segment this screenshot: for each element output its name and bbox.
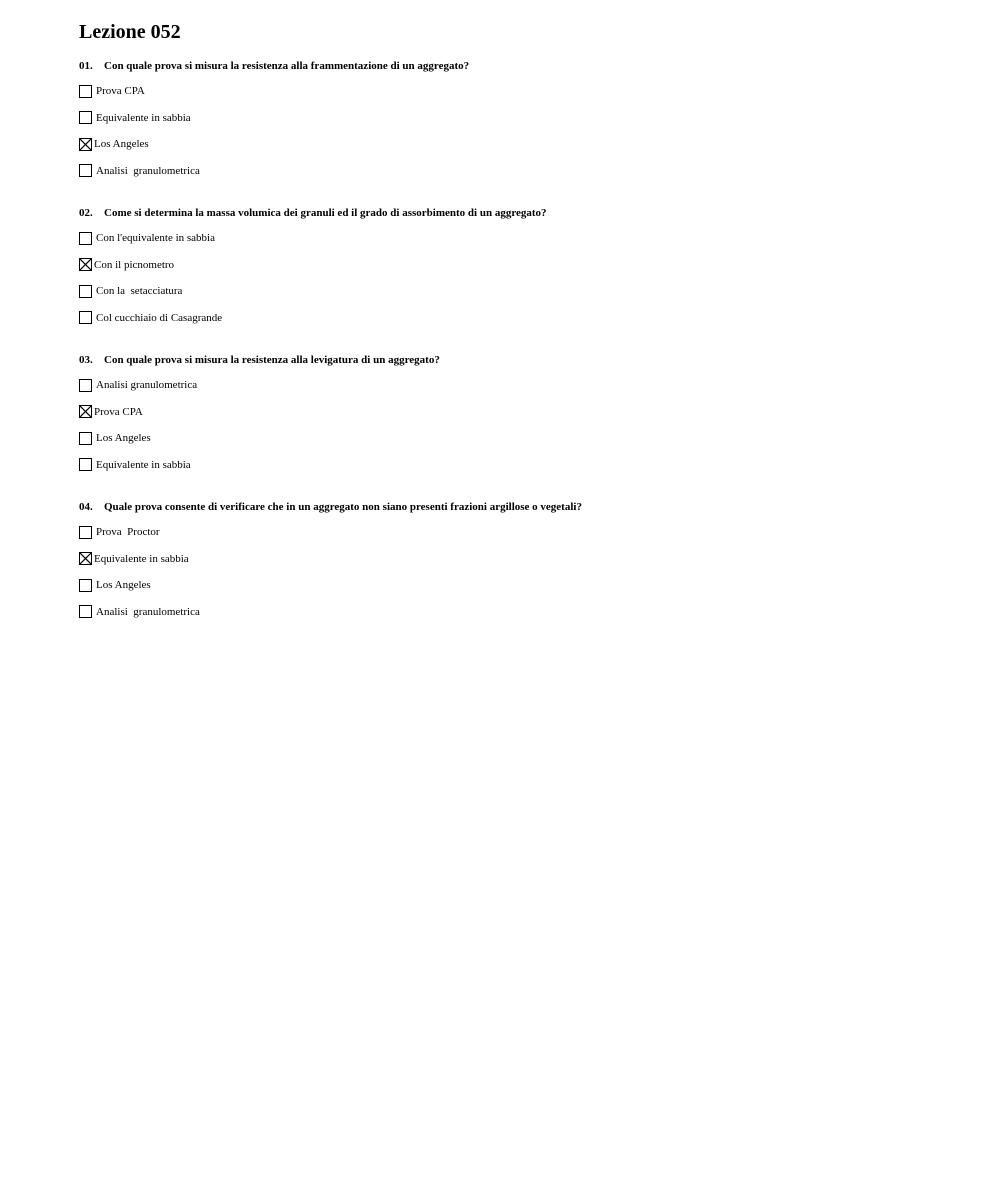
- answer-label: Analisi granulometrica: [96, 605, 200, 618]
- answer-label: Analisi granulometrica: [96, 379, 198, 392]
- answer-label: Prova CPA: [94, 405, 143, 418]
- question-text: [79, 500, 979, 514]
- answer-label: Equivalente in sabbia: [94, 552, 189, 565]
- question-number: 02.: [79, 207, 93, 219]
- checkbox-icon[interactable]: [79, 432, 92, 445]
- question-block: [79, 206, 979, 331]
- checkbox-checked-icon[interactable]: [79, 405, 92, 418]
- checkbox-icon[interactable]: [79, 526, 92, 539]
- answer-list: [79, 372, 979, 478]
- checkbox-checked-icon[interactable]: [79, 138, 92, 151]
- checkbox-checked-icon[interactable]: [79, 258, 92, 271]
- answer-option[interactable]: [79, 519, 979, 546]
- page-title: Lezione 052: [79, 21, 181, 43]
- answer-list: [79, 78, 979, 184]
- checkbox-icon[interactable]: [79, 579, 92, 592]
- answer-label: Prova CPA: [96, 85, 145, 98]
- answer-label: Los Angeles: [96, 579, 151, 592]
- answer-option[interactable]: [79, 105, 979, 132]
- question-text: [79, 353, 979, 367]
- checkbox-icon[interactable]: [79, 164, 92, 177]
- question-list: [79, 59, 979, 625]
- checkbox-checked-icon[interactable]: [79, 552, 92, 565]
- answer-label: Con il picnometro: [94, 258, 175, 271]
- answer-list: [79, 225, 979, 331]
- question-number: 01.: [79, 60, 93, 72]
- answer-label: Con l'equivalente in sabbia: [96, 232, 215, 245]
- answer-option[interactable]: [79, 78, 979, 105]
- answer-option[interactable]: [79, 452, 979, 479]
- answer-label: Col cucchiaio di Casagrande: [96, 311, 223, 324]
- checkbox-icon[interactable]: [79, 458, 92, 471]
- answer-label: Los Angeles: [96, 432, 151, 445]
- answer-label: Equivalente in sabbia: [96, 458, 191, 471]
- document-page: [79, 20, 979, 625]
- checkbox-icon[interactable]: [79, 232, 92, 245]
- question-number: 03.: [79, 354, 93, 366]
- question-number: 04.: [79, 501, 93, 513]
- answer-option[interactable]: [79, 572, 979, 599]
- answer-option[interactable]: [79, 372, 979, 399]
- answer-label: Analisi granulometrica: [96, 164, 200, 177]
- question-block: [79, 500, 979, 625]
- answer-option[interactable]: [79, 278, 979, 305]
- answer-label: Equivalente in sabbia: [96, 111, 191, 124]
- answer-option[interactable]: [79, 399, 979, 426]
- question-block: [79, 353, 979, 478]
- answer-option[interactable]: [79, 158, 979, 185]
- checkbox-icon[interactable]: [79, 85, 92, 98]
- question-block: [79, 59, 979, 184]
- answer-option[interactable]: [79, 252, 979, 279]
- checkbox-icon[interactable]: [79, 285, 92, 298]
- question-prompt: Come si determina la massa volumica dei granuli ed il grado di assorbimento di un aggregato?: [104, 207, 547, 219]
- answer-list: [79, 519, 979, 625]
- checkbox-icon[interactable]: [79, 111, 92, 124]
- answer-option[interactable]: [79, 225, 979, 252]
- question-text: [79, 206, 979, 220]
- checkbox-icon[interactable]: [79, 311, 92, 324]
- answer-option[interactable]: [79, 546, 979, 573]
- answer-label: Los Angeles: [94, 138, 149, 151]
- question-prompt: Quale prova consente di verificare che in un aggregato non siano presenti frazioni argillose o vegetali?: [104, 501, 582, 513]
- question-text: [79, 59, 979, 73]
- question-prompt: Con quale prova si misura la resistenza alla levigatura di un aggregato?: [104, 354, 440, 366]
- answer-label: Con la setacciatura: [96, 285, 183, 298]
- checkbox-icon[interactable]: [79, 379, 92, 392]
- answer-option[interactable]: [79, 599, 979, 626]
- answer-option[interactable]: [79, 305, 979, 332]
- checkbox-icon[interactable]: [79, 605, 92, 618]
- answer-label: Prova Proctor: [96, 526, 160, 539]
- answer-option[interactable]: [79, 425, 979, 452]
- answer-option[interactable]: [79, 131, 979, 158]
- question-prompt: Con quale prova si misura la resistenza alla frammentazione di un aggregato?: [104, 60, 470, 72]
